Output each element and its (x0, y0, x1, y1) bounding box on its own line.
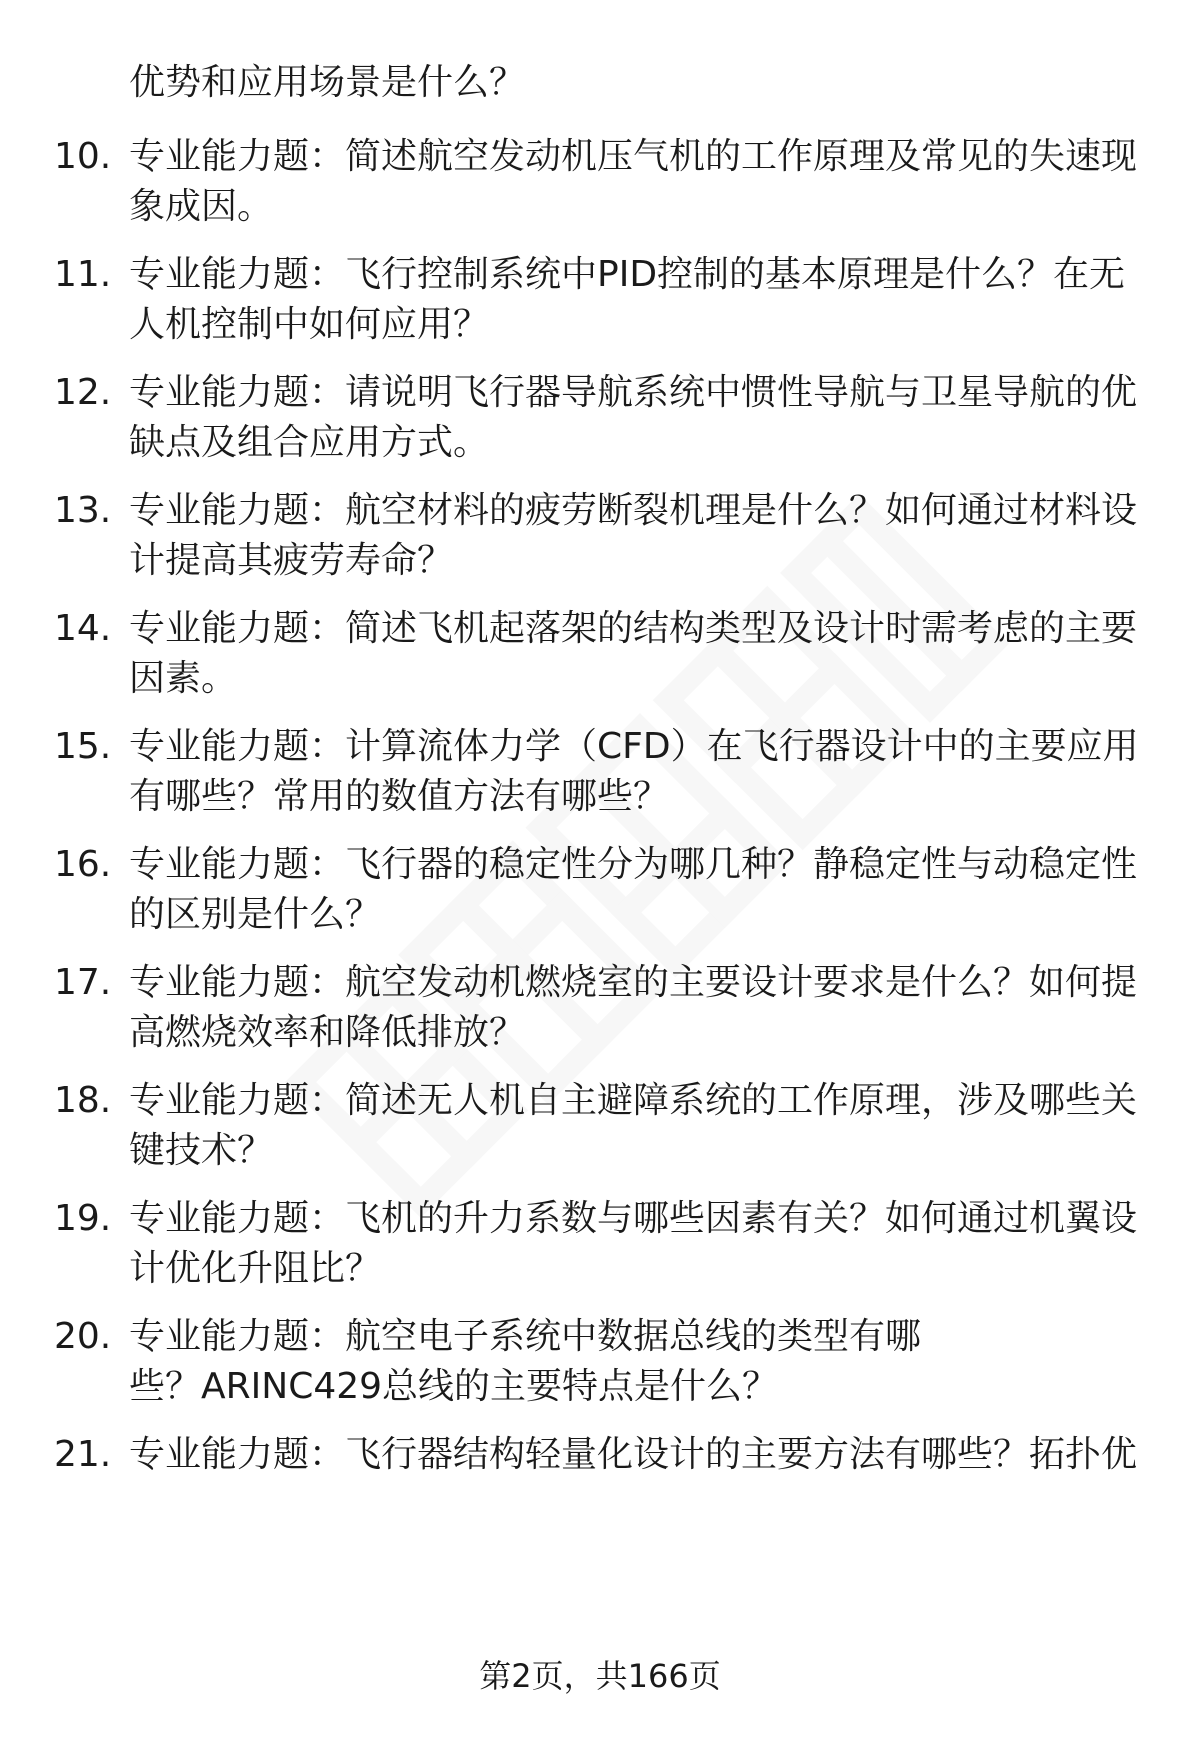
question-line: 专业能力题：简述无人机自主避障系统的工作原理，涉及哪些关 (129, 1080, 1138, 1121)
question-number: 13. (54, 490, 112, 531)
question-text (129, 1430, 1139, 1480)
question-line: 专业能力题：飞机的升力系数与哪些因素有关？如何通过机翼设 (129, 1198, 1138, 1239)
question-text (129, 368, 1139, 468)
question-line: 专业能力题：飞行控制系统中PID控制的基本原理是什么？在无 (129, 254, 1126, 295)
question-number: 10. (54, 136, 112, 177)
question-line: 计提高其疲劳寿命？ (129, 540, 454, 581)
question-line: 有哪些？常用的数值方法有哪些？ (129, 776, 670, 817)
question-line: 专业能力题：请说明飞行器导航系统中惯性导航与卫星导航的优 (129, 372, 1138, 413)
question-number: 17. (54, 962, 112, 1003)
question-line: 专业能力题：计算流体力学（CFD）在飞行器设计中的主要应用 (129, 726, 1139, 767)
question-text (129, 132, 1139, 232)
question-line: 缺点及组合应用方式。 (129, 422, 490, 463)
question-number: 11. (54, 254, 112, 295)
question-line: 专业能力题：飞行器结构轻量化设计的主要方法有哪些？拓扑优 (129, 1434, 1138, 1475)
question-line: 计优化升阻比？ (129, 1248, 382, 1289)
question-number: 20. (54, 1316, 112, 1357)
question-line: 高燃烧效率和降低排放？ (129, 1012, 526, 1053)
question-text (129, 1076, 1139, 1176)
question-line: 专业能力题：航空材料的疲劳断裂机理是什么？如何通过材料设 (129, 490, 1138, 531)
question-line: 象成因。 (129, 186, 274, 227)
question-line: 专业能力题：飞行器的稳定性分为哪几种？静稳定性与动稳定性 (129, 844, 1138, 885)
question-number: 12. (54, 372, 112, 413)
question-text (129, 486, 1139, 586)
continued-line: 优势和应用场景是什么？ (129, 62, 526, 103)
question-number: 21. (54, 1434, 112, 1475)
question-text (129, 604, 1139, 704)
question-number: 14. (54, 608, 112, 649)
question-text (129, 840, 1139, 940)
question-text (129, 250, 1139, 350)
question-text (129, 1312, 1139, 1412)
question-text (129, 722, 1139, 822)
question-text (129, 958, 1139, 1058)
question-line: 因素。 (129, 658, 238, 699)
question-line: 人机控制中如何应用？ (129, 304, 490, 345)
question-number: 16. (54, 844, 112, 885)
question-line: 专业能力题：航空发动机燃烧室的主要设计要求是什么？如何提 (129, 962, 1138, 1003)
question-text (129, 1194, 1139, 1294)
question-line: 专业能力题：简述飞机起落架的结构类型及设计时需考虑的主要 (129, 608, 1138, 649)
page-footer: 第2页，共166页 (479, 1657, 721, 1695)
question-number: 15. (54, 726, 112, 767)
question-line: 的区别是什么？ (129, 894, 382, 935)
question-line: 些？ARINC429总线的主要特点是什么？ (129, 1366, 779, 1407)
question-number: 18. (54, 1080, 112, 1121)
question-number: 19. (54, 1198, 112, 1239)
question-line: 专业能力题：航空电子系统中数据总线的类型有哪 (129, 1316, 922, 1357)
question-line: 专业能力题：简述航空发动机压气机的工作原理及常见的失速现 (129, 136, 1138, 177)
question-line: 键技术？ (129, 1130, 274, 1171)
